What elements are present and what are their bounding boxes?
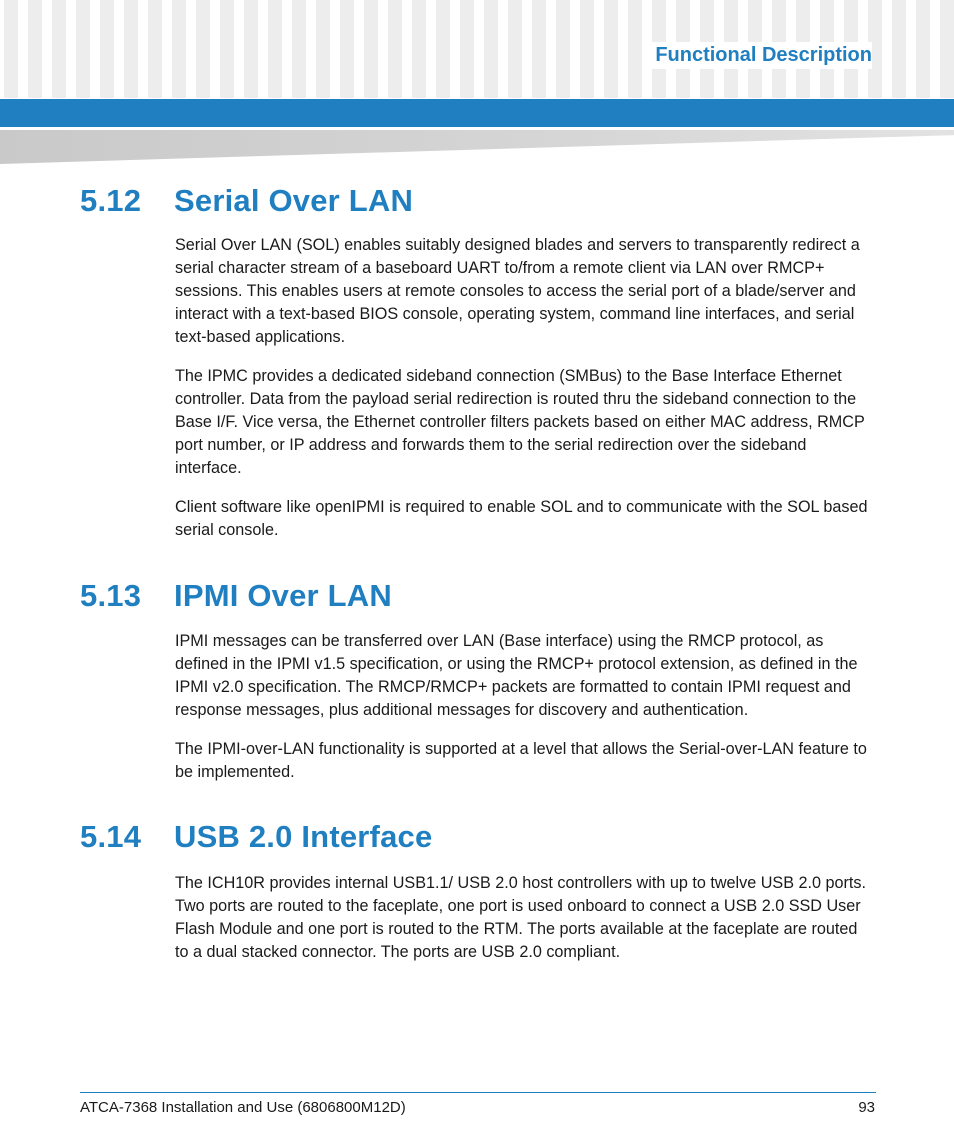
paragraph: IPMI messages can be transferred over LAN (Base interface) using the RMCP protocol, as defined in the IPMI v1.5 specification, or using the RMCP+ protocol extension, as defined in the IPMI v2.0 specification. The RMCP/RMCP+ packets are formatted to contain IPMI request and response messages, plus additional messages for discovery and authentication. bbox=[175, 632, 858, 719]
paragraph: The ICH10R provides internal USB1.1/ USB 2.0 host controllers with up to twelve USB 2.0 ports. Two ports are routed to the faceplate, one port is used onboard to connect a USB 2.0 SSD User Flash Module and one port is routed to the RTM. The ports available at the faceplate are routed to a dual stacked connector. The ports are USB 2.0 compliant. bbox=[175, 874, 866, 961]
section-number: 5.13 bbox=[80, 578, 142, 613]
paragraph: Client software like openIPMI is required to enable SOL and to communicate with the SOL based serial console. bbox=[175, 498, 868, 539]
section-title: IPMI Over LAN bbox=[174, 578, 392, 613]
section-title: Serial Over LAN bbox=[174, 183, 414, 218]
paragraph: The IPMC provides a dedicated sideband connection (SMBus) to the Base Interface Ethernet controller. Data from the payload serial redirection is routed thru the sideband connection to the Base I/F. Vice versa, the Ethernet controller filters packets based on either MAC address, RMCP port number, or IP address and forwards them to the serial redirection over the sideband interface. bbox=[175, 367, 865, 477]
paragraph: Serial Over LAN (SOL) enables suitably designed blades and servers to transparently redirect a serial character stream of a baseboard UART to/from a remote client via LAN over RMCP+ sessions. This enables users at remote consoles to access the serial port of a blade/server and interact with a text-based BIOS console, operating system, command line interfaces, and serial text-based applications. bbox=[175, 236, 860, 346]
header-grey-wedge bbox=[0, 130, 954, 164]
footer-rule bbox=[80, 1092, 876, 1093]
footer-document-title: ATCA-7368 Installation and Use (6806800M12D) bbox=[80, 1099, 406, 1116]
paragraph: The IPMI-over-LAN functionality is supported at a level that allows the Serial-over-LAN feature to be implemented. bbox=[175, 740, 867, 781]
section-number: 5.12 bbox=[80, 183, 142, 218]
header-blue-bar bbox=[0, 99, 954, 127]
footer-page-number: 93 bbox=[858, 1099, 875, 1116]
section-number: 5.14 bbox=[80, 819, 142, 854]
section-title: USB 2.0 Interface bbox=[174, 819, 433, 854]
running-header-title: Functional Description bbox=[649, 42, 872, 69]
